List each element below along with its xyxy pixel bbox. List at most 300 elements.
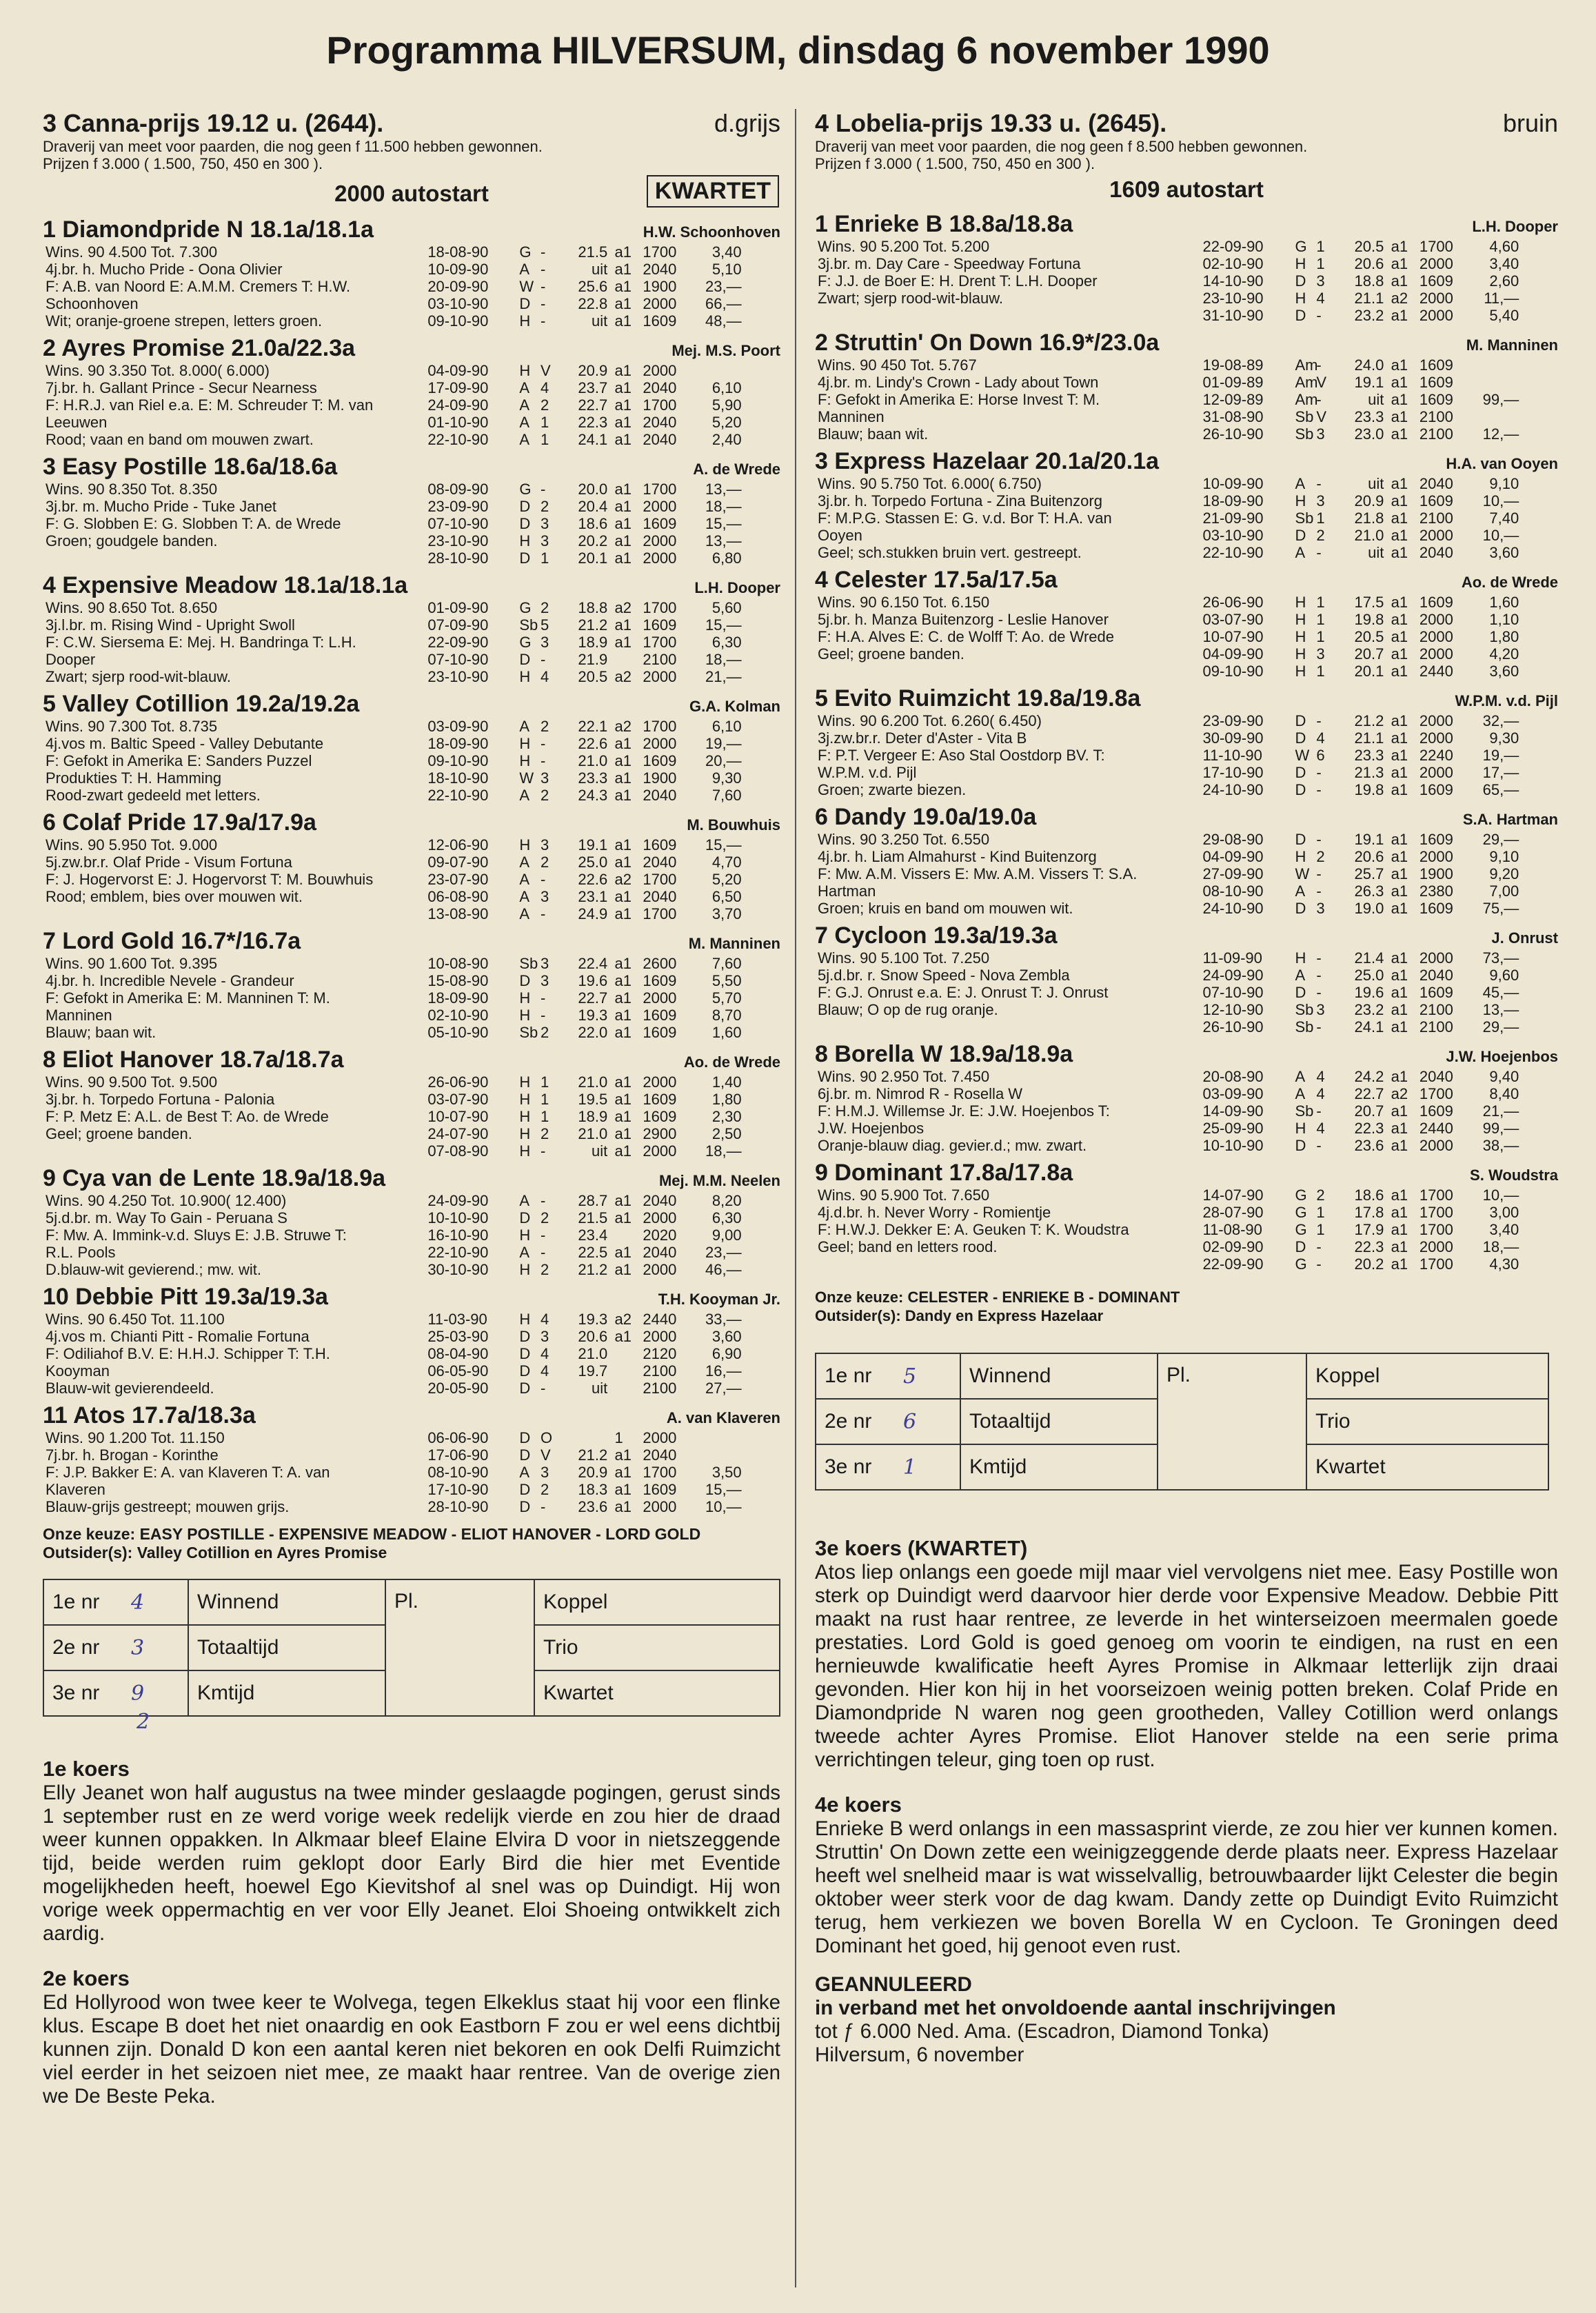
horse-info-line: F: Mw. A. Immink-v.d. Sluys E: J.B. Struwe T:	[46, 1226, 347, 1244]
start-cell: 24-09-90	[1202, 967, 1264, 984]
start-cell: 21.1	[1354, 729, 1384, 747]
start-cell: a1	[1391, 1221, 1408, 1238]
trainer-name: J.W. Hoejenbos	[1446, 1048, 1558, 1065]
horse-header	[815, 567, 1558, 594]
start-row	[1202, 628, 1558, 645]
horse-info-line: 5j.d.br. r. Snow Speed - Nova Zembla	[818, 967, 1070, 984]
start-row	[1202, 645, 1558, 663]
start-row	[1202, 1255, 1558, 1273]
start-cell: D	[1295, 1238, 1306, 1255]
start-cell: 2120	[643, 1345, 677, 1362]
start-cell: a1	[614, 549, 632, 567]
start-row	[427, 532, 780, 549]
start-cell: A	[519, 871, 530, 888]
horse-name: 7 Lord Gold 16.7*/16.7a	[43, 928, 301, 954]
start-cell: H	[1295, 290, 1306, 307]
start-cell: Sb	[1295, 1001, 1314, 1018]
start-cell: 8,20	[711, 1192, 742, 1209]
horse-info-line: 3j.zw.br.r. Deter d'Aster - Vita B	[818, 729, 1027, 747]
start-cell: 22.6	[578, 871, 608, 888]
start-row	[1202, 663, 1558, 680]
start-cell: 1,40	[711, 1073, 742, 1091]
start-cell: a1	[1391, 645, 1408, 663]
koers-text: Atos liep onlangs een goede mijl maar viel vervolgens niet mee. Easy Postille won sterk op Duindigt werd daarvoor hier derde voor Expensive Meadow. Debbie Pitt maakt na rust haar rentree, ze leverde in het winterseizoen meermalen goede prestaties. Lord Gold is goed genoeg om voorin te eindigen, na rust en een hernieuwde kwalificatie heeft Ayres Promise in Alkmaar letterlijk zijn draai gevonden. Hier kon hij in het voorseizoen weinig potten breken. Colaf Pride en Diamondpride N waren nog geen grootheden, Valley Cotillion werd onlangs tweede achter Ayres Promise. Eliot Hanover stelde na een serie prima verrichtingen teleur, ging toen op rust.	[815, 1561, 1558, 1771]
start-cell: 25.6	[578, 278, 608, 295]
start-cell: a1	[614, 1192, 632, 1209]
start-cell: 2	[541, 1125, 549, 1142]
start-cell: 1609	[643, 515, 677, 532]
start-cell: 16,—	[705, 1362, 742, 1380]
start-cell: 18.6	[1354, 1186, 1384, 1204]
start-cell: 1700	[1419, 238, 1453, 255]
start-cell: 6,10	[711, 718, 742, 735]
start-cell: 23.4	[578, 1226, 608, 1244]
start-cell: 9,60	[1489, 967, 1519, 984]
start-cell: 1609	[1419, 492, 1453, 509]
start-cell: 14-09-90	[1202, 1102, 1264, 1120]
start-cell: 24.1	[1354, 1018, 1384, 1036]
start-cell: D	[1295, 712, 1306, 729]
cancel-detail: tot ƒ 6.000 Ned. Ama. (Escadron, Diamond Tonka)	[815, 2020, 1269, 2043]
start-cell: uit	[591, 312, 608, 330]
race-title: 4 Lobelia-prijs 19.33 u. (2645).	[815, 109, 1167, 137]
start-cell: 1	[541, 431, 549, 448]
start-row	[427, 718, 780, 735]
start-cell: 6,10	[711, 379, 742, 396]
start-cell: 2	[1316, 527, 1325, 544]
horse-info-line: 4j.br. m. Lindy's Crown - Lady about Town	[818, 374, 1099, 391]
start-cell: a1	[1391, 1186, 1408, 1204]
start-cell: 01-09-90	[427, 599, 489, 616]
start-cell: 03-09-90	[427, 718, 489, 735]
start-cell: -	[1316, 1255, 1322, 1273]
start-cell: 2900	[643, 1125, 677, 1142]
horse-info-line: F: H.W.J. Dekker E: A. Geuken T: K. Woudstra	[818, 1221, 1129, 1238]
horse-name: 3 Easy Postille 18.6a/18.6a	[43, 454, 338, 480]
start-cell: 21,—	[705, 668, 742, 685]
start-cell: 2000	[1419, 255, 1453, 272]
horse-entry	[43, 216, 780, 330]
start-row	[427, 972, 780, 989]
horse-info-line: Wins. 90 5.900 Tot. 7.650	[818, 1186, 990, 1204]
start-cell: 1609	[1419, 272, 1453, 290]
start-cell: 2100	[1419, 408, 1453, 425]
start-cell: 5,70	[711, 989, 742, 1007]
start-cell: 6,30	[711, 1209, 742, 1226]
start-cell: 02-10-90	[1202, 255, 1264, 272]
start-cell: -	[541, 735, 546, 752]
start-row	[427, 414, 780, 431]
start-cell	[614, 1362, 643, 1380]
start-cell: a1	[1391, 900, 1408, 917]
start-row	[427, 1345, 780, 1362]
horse-info-line: Blauw; baan wit.	[46, 1024, 156, 1041]
start-cell: 17,—	[1482, 764, 1519, 781]
start-cell: 2040	[1419, 544, 1453, 561]
start-cell	[614, 651, 643, 668]
start-cell: 27-09-90	[1202, 865, 1264, 882]
start-cell: 2000	[643, 1328, 677, 1345]
start-cell: 10-08-90	[427, 955, 489, 972]
race-conditions: Draverij van meet voor paarden, die nog geen f 8.500 hebben gewonnen.	[815, 138, 1308, 155]
start-cell: 2	[541, 1261, 549, 1278]
trainer-name: M. Manninen	[688, 935, 780, 952]
start-cell: 22.0	[578, 1024, 608, 1041]
start-row	[1202, 1102, 1558, 1120]
start-cell: -	[1316, 831, 1322, 848]
trainer-name: Mej. M.S. Poort	[671, 342, 780, 359]
start-row	[427, 1362, 780, 1380]
start-cell: 16-10-90	[427, 1226, 489, 1244]
start-cell: 1	[1316, 509, 1325, 527]
start-cell: uit	[591, 1380, 608, 1397]
horse-entry	[815, 1160, 1558, 1273]
horse-info-line: Wins. 90 8.650 Tot. 8.650	[46, 599, 218, 616]
start-cell: W	[519, 769, 534, 787]
start-cell: 2100	[643, 651, 677, 668]
horse-info-line: 7j.br. h. Brogan - Korinthe	[46, 1446, 219, 1464]
start-cell: 30-09-90	[1202, 729, 1264, 747]
horse-body	[43, 243, 780, 330]
start-cell: 2040	[643, 888, 677, 905]
start-cell: 2040	[643, 431, 677, 448]
start-cell: 20.5	[1354, 628, 1384, 645]
horse-info-line: Geel; sch.stukken bruin vert. gestreept.	[818, 544, 1082, 561]
start-cell: -	[1316, 544, 1322, 561]
start-cell: 09-10-90	[427, 312, 489, 330]
start-cell: 2000	[1419, 307, 1453, 324]
start-row	[427, 1244, 780, 1261]
start-cell: 2040	[643, 854, 677, 871]
start-cell: a1	[1391, 1120, 1408, 1137]
start-cell: 08-10-90	[1202, 882, 1264, 900]
start-cell: A	[519, 1464, 530, 1481]
trainer-name: Ao. de Wrede	[683, 1053, 780, 1071]
start-cell: D	[519, 1345, 531, 1362]
start-cell: 08-09-90	[427, 481, 489, 498]
start-cell: 21.9	[578, 651, 608, 668]
start-cell: -	[1316, 475, 1322, 492]
start-cell: 01-09-89	[1202, 374, 1264, 391]
horse-body	[815, 831, 1558, 917]
start-cell: 1609	[1419, 356, 1453, 374]
start-cell: 1609	[643, 972, 677, 989]
start-cell: a1	[614, 972, 632, 989]
horse-name: 3 Express Hazelaar 20.1a/20.1a	[815, 448, 1160, 474]
horse-info-line: Rood-zwart gedeeld met letters.	[46, 787, 261, 804]
start-row	[1202, 544, 1558, 561]
horse-name: 1 Diamondpride N 18.1a/18.1a	[43, 216, 374, 243]
recent-starts	[427, 1073, 780, 1160]
horse-info-line: Wins. 90 6.450 Tot. 11.100	[46, 1311, 225, 1328]
start-cell: 1	[541, 549, 549, 567]
horse-entry	[43, 1165, 780, 1278]
start-cell: 21.5	[578, 243, 608, 261]
horse-info	[43, 836, 427, 922]
start-cell: 1700	[1419, 1085, 1453, 1102]
start-cell: 3	[541, 1464, 549, 1481]
bet-label: Totaaltijd	[960, 1399, 1158, 1444]
recent-starts	[427, 1311, 780, 1397]
start-cell: 2600	[643, 955, 677, 972]
horse-info-line: Wins. 90 2.950 Tot. 7.450	[818, 1068, 990, 1085]
start-cell: 23-09-90	[427, 498, 489, 515]
start-cell: 09-10-90	[1202, 663, 1264, 680]
start-cell: 21.0	[578, 752, 608, 769]
start-cell: 1609	[1419, 391, 1453, 408]
start-cell: a1	[614, 854, 632, 871]
start-cell: 2040	[1419, 1068, 1453, 1085]
start-cell: -	[1316, 391, 1322, 408]
start-cell: Sb	[519, 955, 538, 972]
start-cell: G	[1295, 1186, 1307, 1204]
start-cell: 10-10-90	[1202, 1137, 1264, 1154]
horse-info	[815, 238, 1202, 324]
start-cell: -	[1316, 1102, 1322, 1120]
start-cell: 23.6	[1354, 1137, 1384, 1154]
start-cell	[689, 1446, 742, 1464]
start-cell: 2000	[643, 1498, 677, 1515]
start-cell: 9,00	[711, 1226, 742, 1244]
start-cell: a1	[1391, 255, 1408, 272]
start-cell: 31-10-90	[1202, 307, 1264, 324]
start-cell: G	[519, 243, 532, 261]
start-cell: 19.1	[578, 836, 608, 854]
start-cell: 06-08-90	[427, 888, 489, 905]
start-row	[427, 836, 780, 854]
start-cell: 21.0	[578, 1073, 608, 1091]
bet-label: 3e nr	[43, 1670, 123, 1716]
start-cell: 2040	[643, 787, 677, 804]
start-cell: 19.3	[578, 1007, 608, 1024]
start-row	[1202, 611, 1558, 628]
start-row	[427, 634, 780, 651]
start-cell: 1609	[643, 752, 677, 769]
start-cell: 25-09-90	[1202, 1120, 1264, 1137]
start-cell: a1	[1391, 1137, 1408, 1154]
horse-info-line: D.blauw-wit gevierend.; mw. wit.	[46, 1261, 261, 1278]
horse-info-line: Blauw-grijs gestreept; mouwen grijs.	[46, 1498, 290, 1515]
start-cell: D	[519, 1209, 531, 1226]
start-cell: 27,—	[705, 1380, 742, 1397]
koers-title: 1e koers	[43, 1757, 130, 1781]
start-cell: 3	[541, 888, 549, 905]
recent-starts	[1202, 356, 1558, 443]
recent-starts	[1202, 1068, 1558, 1154]
start-row	[1202, 831, 1558, 848]
start-cell: 65,—	[1482, 781, 1519, 798]
horse-body	[43, 955, 780, 1041]
start-cell: 1900	[643, 278, 677, 295]
horse-entry	[815, 804, 1558, 917]
start-cell: 1	[614, 1429, 623, 1446]
horse-info-line: Dooper	[46, 651, 96, 668]
start-cell: 20,—	[705, 752, 742, 769]
horse-header	[43, 454, 780, 481]
start-cell: a1	[614, 888, 632, 905]
start-cell: Sb	[1295, 509, 1314, 527]
start-cell: W	[1295, 865, 1310, 882]
horse-info-line: Wins. 90 5.950 Tot. 9.000	[46, 836, 218, 854]
start-cell: 1	[1316, 238, 1325, 255]
start-cell: 26-06-90	[427, 1073, 489, 1091]
start-cell: a1	[614, 905, 632, 922]
start-cell: -	[1316, 967, 1322, 984]
horse-info-line: F: J. Hogervorst E: J. Hogervorst T: M. Bouwhuis	[46, 871, 374, 888]
horse-info-line: Wins. 90 3.250 Tot. 6.550	[818, 831, 990, 848]
start-cell: 48,—	[705, 312, 742, 330]
horse-info-line: Wins. 90 9.500 Tot. 9.500	[46, 1073, 218, 1091]
horse-entry	[43, 928, 780, 1041]
recent-starts	[427, 599, 780, 685]
trainer-name: W.P.M. v.d. Pijl	[1455, 692, 1558, 709]
start-row	[427, 752, 780, 769]
start-cell	[1466, 408, 1519, 425]
start-cell: a2	[1391, 290, 1408, 307]
start-cell: 19.3	[578, 1311, 608, 1328]
start-cell: 2000	[1419, 1137, 1453, 1154]
start-cell: 1700	[643, 599, 677, 616]
start-cell: -	[541, 261, 546, 278]
start-cell: 1	[1316, 663, 1325, 680]
start-cell: -	[1316, 356, 1322, 374]
horse-info	[43, 599, 427, 685]
start-cell: A	[519, 718, 530, 735]
start-row	[1202, 949, 1558, 967]
start-cell: 12,—	[1482, 425, 1519, 443]
start-cell: 11-08-90	[1202, 1221, 1262, 1238]
horse-body	[815, 594, 1558, 680]
start-cell: 2,40	[711, 431, 742, 448]
horse-info-line: F: A.B. van Noord E: A.M.M. Cremers T: H.W.	[46, 278, 351, 295]
start-cell: 1609	[1419, 984, 1453, 1001]
horse-info-line: Kooyman	[46, 1362, 110, 1380]
start-cell	[562, 1429, 615, 1446]
start-cell: H	[519, 752, 531, 769]
start-cell: G	[1295, 238, 1307, 255]
start-row	[427, 871, 780, 888]
race-4-column	[815, 109, 1558, 2067]
start-cell: a1	[614, 735, 632, 752]
horse-info-line: Rood; emblem, bies over mouwen wit.	[46, 888, 303, 905]
start-cell: -	[541, 651, 546, 668]
start-row	[1202, 900, 1558, 917]
horse-info-line: F: M.P.G. Stassen E: G. v.d. Bor T: H.A. van	[818, 509, 1112, 527]
start-cell: D	[519, 549, 531, 567]
recent-starts	[427, 955, 780, 1041]
start-cell: 2100	[1419, 1001, 1453, 1018]
start-cell: A	[1295, 882, 1306, 900]
start-cell: 20.1	[578, 549, 608, 567]
recent-starts	[427, 1192, 780, 1278]
horse-info	[815, 949, 1202, 1036]
start-cell: 21.8	[1354, 509, 1384, 527]
start-cell: 19.1	[1354, 374, 1384, 391]
recent-starts	[1202, 712, 1558, 798]
start-row	[1202, 984, 1558, 1001]
start-cell: 08-10-90	[427, 1464, 489, 1481]
horse-name: 10 Debbie Pitt 19.3a/19.3a	[43, 1284, 328, 1310]
horse-info-line: 3j.br. m. Day Care - Speedway Fortuna	[818, 255, 1081, 272]
start-cell: 10,—	[1482, 527, 1519, 544]
cancel-heading: GEANNULEERD	[815, 1973, 972, 1996]
start-cell: a1	[1391, 475, 1408, 492]
start-cell: 4	[1316, 729, 1325, 747]
horse-entry	[815, 330, 1558, 443]
start-cell: 2000	[1419, 645, 1453, 663]
bet-label: Totaaltijd	[188, 1625, 385, 1670]
start-cell: D	[519, 1481, 531, 1498]
start-cell: 2440	[643, 1311, 677, 1328]
start-cell: a1	[614, 1244, 632, 1261]
start-row	[1202, 882, 1558, 900]
bet-label: Trio	[1306, 1399, 1548, 1444]
start-cell: 1,80	[711, 1091, 742, 1108]
start-cell: 22.1	[578, 718, 608, 735]
start-cell: 1700	[1419, 1221, 1453, 1238]
start-row	[427, 549, 780, 567]
start-cell: H	[519, 1073, 531, 1091]
start-cell: -	[541, 871, 546, 888]
horse-info-line: F: Mw. A.M. Vissers E: Mw. A.M. Vissers T: S.A.	[818, 865, 1138, 882]
horse-header	[43, 335, 780, 362]
start-cell: 4	[1316, 290, 1325, 307]
start-cell: 18,—	[705, 651, 742, 668]
start-cell: a1	[1391, 831, 1408, 848]
trainer-name: L.H. Dooper	[694, 579, 780, 596]
start-cell: 25.7	[1354, 865, 1384, 882]
start-cell: 18-09-90	[427, 735, 489, 752]
horse-info-line: Wins. 90 3.350 Tot. 8.000( 6.000)	[46, 362, 270, 379]
start-cell: 2100	[1419, 1018, 1453, 1036]
koers-title: 3e koers (KWARTET)	[815, 1536, 1028, 1560]
start-cell: 1700	[1419, 1204, 1453, 1221]
start-cell: Am	[1295, 356, 1318, 374]
horse-header	[43, 691, 780, 718]
start-cell: 2380	[1419, 882, 1453, 900]
horse-info	[43, 718, 427, 804]
horse-name: 7 Cycloon 19.3a/19.3a	[815, 922, 1058, 949]
start-cell: 04-09-90	[1202, 645, 1264, 663]
start-cell: 3,60	[1489, 544, 1519, 561]
start-cell: A	[519, 905, 530, 922]
start-cell: 15,—	[705, 1481, 742, 1498]
keuze-text: Onze keuze: CELESTER - ENRIEKE B - DOMINANT	[815, 1289, 1180, 1306]
start-cell: -	[541, 278, 546, 295]
trainer-name: Ao. de Wrede	[1461, 574, 1558, 591]
start-cell: D	[1295, 1137, 1306, 1154]
start-cell: a1	[1391, 1255, 1408, 1273]
start-cell: 1700	[1419, 1255, 1453, 1273]
horse-header	[43, 1165, 780, 1192]
start-cell: 3	[541, 836, 549, 854]
start-cell: 2	[1316, 1186, 1325, 1204]
start-cell: 18.6	[578, 515, 608, 532]
race-conditions: Draverij van meet voor paarden, die nog geen f 11.500 hebben gewonnen.	[43, 138, 543, 155]
horse-info-line: Geel; groene banden.	[818, 645, 964, 663]
horse-info-line: Wins. 90 6.200 Tot. 6.260( 6.450)	[818, 712, 1042, 729]
start-cell: 2	[541, 718, 549, 735]
horse-info-line: 7j.br. h. Gallant Prince - Secur Nearness	[46, 379, 317, 396]
start-cell: 4	[541, 1311, 549, 1328]
start-row	[1202, 712, 1558, 729]
start-cell: 2040	[1419, 967, 1453, 984]
start-cell: a1	[614, 396, 632, 414]
start-cell: 2000	[643, 295, 677, 312]
start-cell: 19.8	[1354, 781, 1384, 798]
start-cell: 7,60	[711, 955, 742, 972]
horse-entry	[815, 1041, 1558, 1154]
